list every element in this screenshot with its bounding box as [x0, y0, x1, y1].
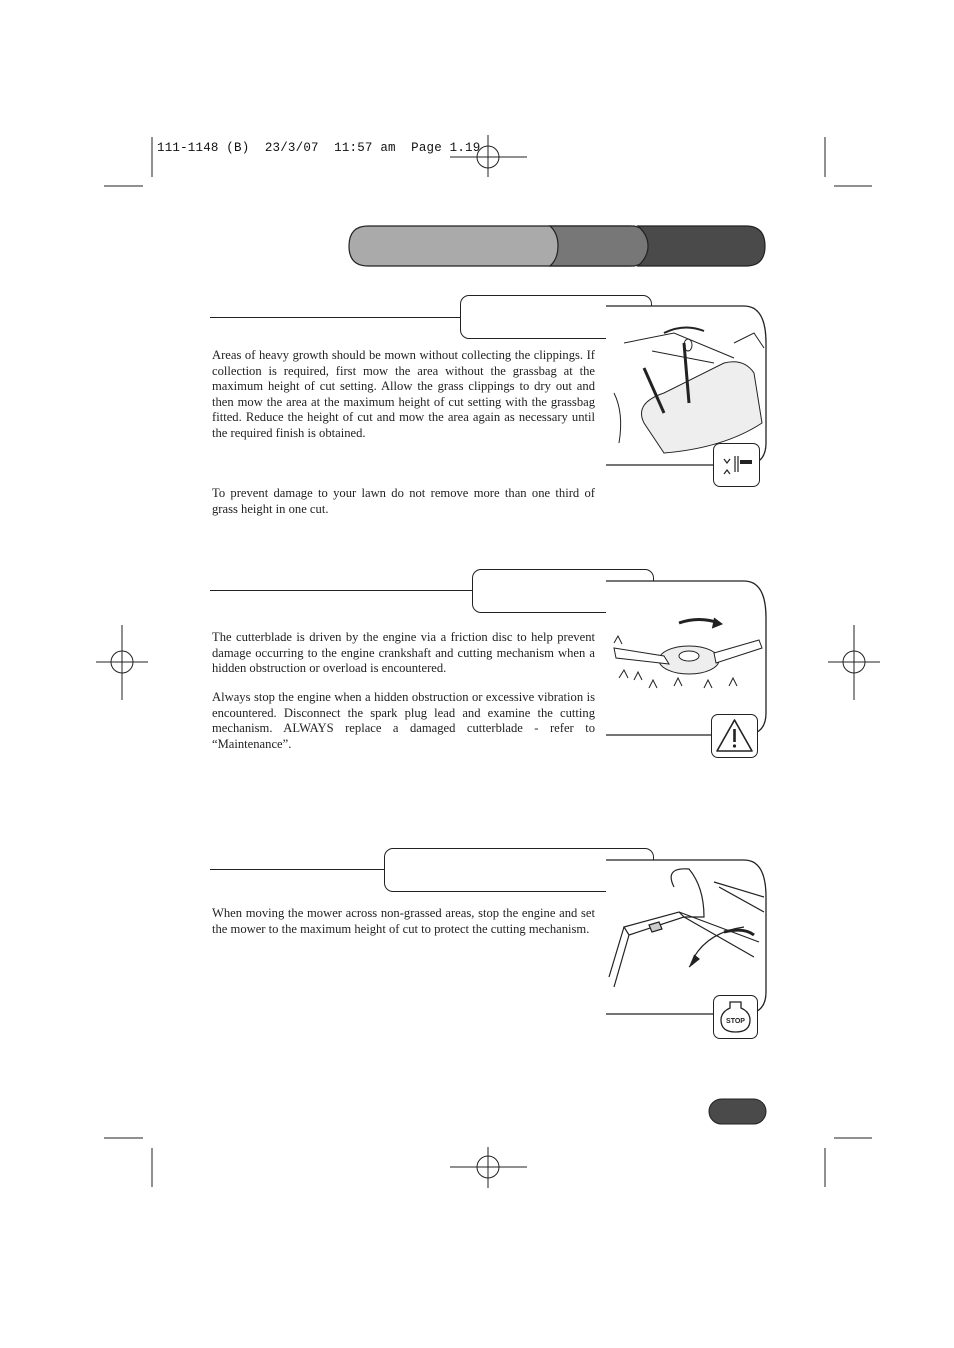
handle-lever-illustration	[604, 857, 768, 1017]
section-1-paragraph-1: Areas of heavy growth should be mown without collecting the clippings. If collection is required, first mow the area without the grassbag at the maximum height of cut setting. Allow the grass clippings to dry out and then mow the area at the maximum height of cut setting with the grassbag fitted. Reduce the height of cut and mow the area again as necessary until the required finish is obtained.	[212, 348, 595, 440]
section-2-paragraph-2: Always stop the engine when a hidden obstruction or excessive vibration is encountered. Disconnect the spark plug lead and examine the cutting mechanism. ALWAYS replace a damaged cutterblade - refer to “Maintenance”.	[212, 690, 595, 751]
warning-triangle-icon	[712, 715, 757, 757]
section-1-rule	[210, 317, 462, 318]
height-adjust-icon	[714, 444, 759, 486]
header-tab-2	[550, 226, 650, 266]
print-slug: 111-1148 (B) 23/3/07 11:57 am Page 1.19	[157, 141, 481, 155]
section-1-paragraph-2: To prevent damage to your lawn do not remove more than one third of grass height in one cut.	[212, 486, 595, 516]
header-tab-3	[638, 226, 765, 266]
header-tabs-overlay	[348, 225, 768, 268]
stop-icon-box	[713, 995, 758, 1039]
stop-label: STOP	[726, 1018, 745, 1025]
section-2-paragraph-1: The cutterblade is driven by the engine via a friction disc to help prevent damage occurring to the engine crankshaft and cutting mechanism when a hidden obstruction or overload is encountered.	[212, 630, 595, 675]
stop-icon	[714, 996, 757, 1038]
section-2-rule	[210, 590, 474, 591]
page-number-tab	[708, 1098, 768, 1126]
section-3-paragraph-1: When moving the mower across non-grassed areas, stop the engine and set the mower to the maximum height of cut to protect the cutting mechanism.	[212, 906, 595, 936]
warning-triangle-icon-box	[711, 714, 758, 758]
section-3-rule	[210, 869, 386, 870]
height-adjust-icon-box	[713, 443, 760, 487]
